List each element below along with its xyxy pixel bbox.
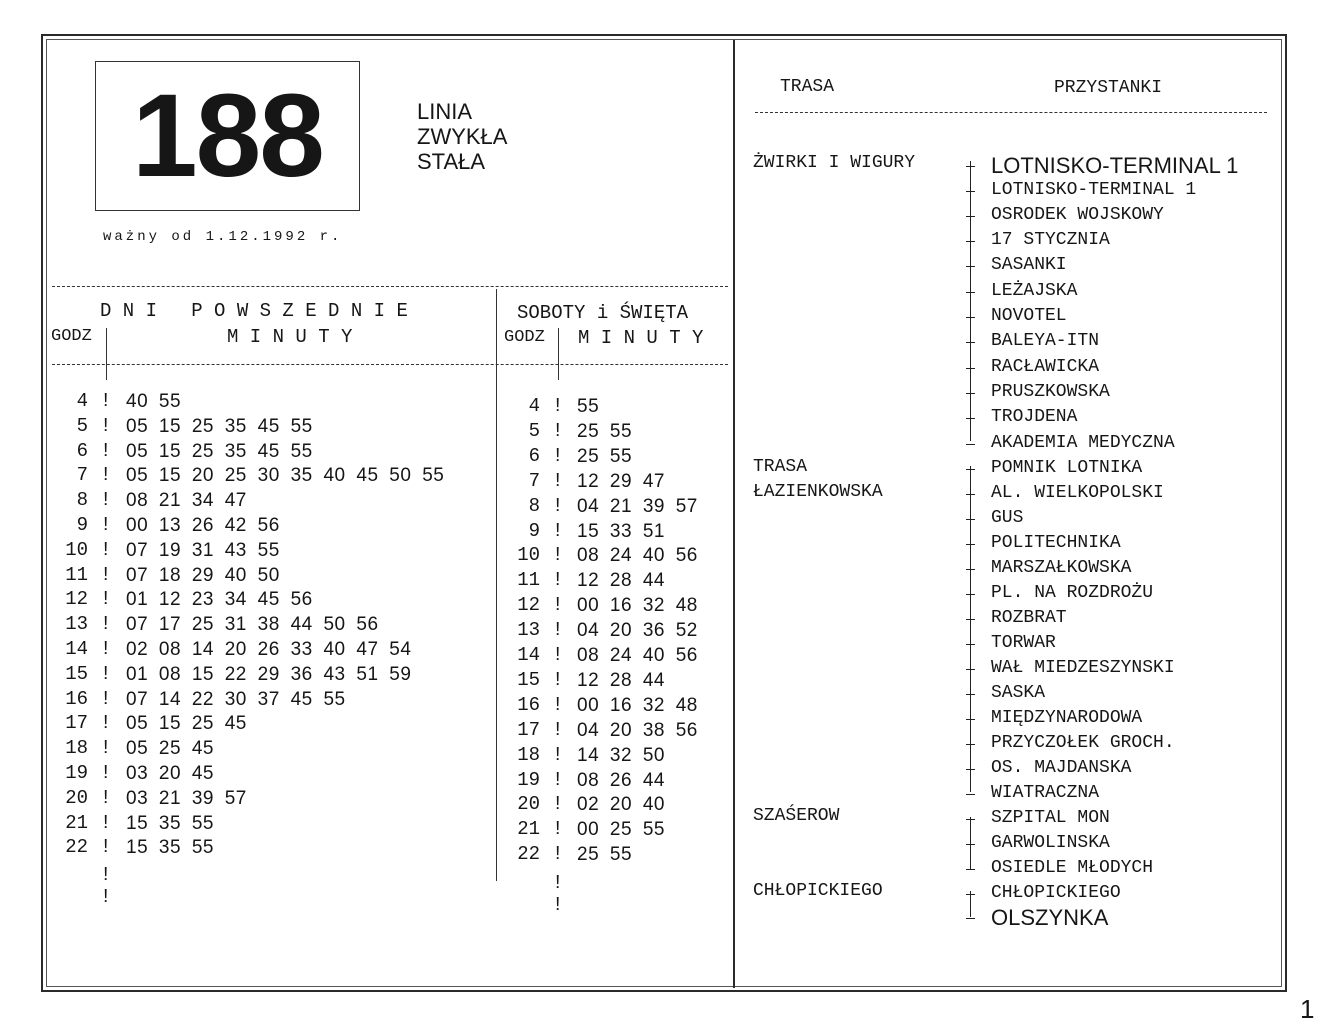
row-separator: ! — [552, 469, 564, 492]
route-group-bar — [970, 161, 971, 441]
hour-value: 21 — [517, 818, 540, 841]
hour-value: 22 — [517, 843, 540, 866]
route-section-2: TRASA ŁAZIENKOWSKA — [753, 457, 883, 502]
row-separator: ! — [552, 718, 564, 741]
stop-name: TORWAR — [991, 633, 1056, 653]
minutes-value: 00 25 55 — [577, 819, 665, 841]
row-separator: ! — [100, 414, 112, 437]
minutes-value: 01 12 23 34 45 56 — [126, 589, 313, 611]
minutes-value: 05 15 25 45 — [126, 713, 247, 735]
row-separator: ! — [100, 464, 112, 487]
table-header-rule — [52, 364, 728, 365]
row-separator-mark: ! — [552, 894, 564, 916]
weekday-title: D N I P O W S Z E D N I E — [100, 300, 408, 322]
line-number: 188 — [132, 70, 323, 202]
minutes-value: 40 55 — [126, 391, 182, 412]
minutes-value: 04 20 38 56 — [577, 719, 698, 741]
row-separator: ! — [100, 613, 112, 636]
corner-mark: 1 — [1300, 994, 1315, 1024]
hour-value: 16 — [517, 693, 540, 716]
hour-value: 12 — [65, 588, 88, 611]
stop-name: LOTNISKO-TERMINAL 1 — [991, 153, 1239, 178]
row-separator: ! — [552, 668, 564, 691]
stop-name: OS. MAJDANSKA — [991, 758, 1132, 778]
minutes-value: 00 16 32 48 — [577, 694, 698, 716]
hour-value: 7 — [528, 469, 540, 492]
hour-value: 7 — [76, 464, 88, 487]
stop-name: GUS — [991, 508, 1024, 528]
weekday-saturday-divider — [496, 289, 497, 881]
hour-value: 9 — [76, 514, 88, 536]
row-separator: ! — [100, 811, 112, 834]
line-type-3: STAŁA — [417, 149, 486, 174]
minutes-value: 01 08 15 22 29 36 43 51 59 — [126, 663, 412, 685]
minutes-value: 07 17 25 31 38 44 50 56 — [126, 614, 379, 636]
hour-value: 14 — [517, 644, 540, 666]
row-separator: ! — [552, 743, 564, 766]
stop-name: OSRODEK WOJSKOWY — [991, 205, 1164, 225]
row-separator: ! — [552, 419, 564, 442]
stop-name: SASANKI — [991, 255, 1067, 275]
stop-name: AKADEMIA MEDYCZNA — [991, 433, 1175, 453]
row-separator: ! — [552, 494, 564, 517]
hour-value: 12 — [517, 594, 540, 617]
row-separator: ! — [100, 712, 112, 735]
stop-name: LOTNISKO-TERMINAL 1 — [991, 180, 1197, 200]
hour-value: 5 — [528, 419, 540, 442]
validity-date: ważny od 1.12.1992 r. — [103, 229, 343, 245]
row-separator: ! — [100, 687, 112, 710]
stop-tick — [966, 794, 975, 795]
minutes-value: 25 55 — [577, 445, 633, 467]
minutes-value: 08 21 34 47 — [126, 490, 247, 512]
route-header-rule — [755, 112, 1267, 113]
stop-name: SASKA — [991, 683, 1046, 703]
hour-value: 13 — [517, 619, 540, 642]
hour-value: 6 — [76, 439, 88, 462]
minutes-value: 07 18 29 40 50 — [126, 564, 280, 586]
stop-name: NOVOTEL — [991, 306, 1067, 326]
route-group-bar — [970, 817, 971, 869]
stop-tick — [966, 918, 975, 919]
line-type-2: ZWYKŁA — [417, 124, 508, 149]
stop-name: RACŁAWICKA — [991, 357, 1100, 377]
line-type-1: LINIA — [417, 99, 473, 124]
row-separator: ! — [552, 544, 564, 567]
row-separator: ! — [552, 395, 564, 417]
minutes-value: 03 21 39 57 — [126, 787, 247, 809]
row-separator: ! — [552, 768, 564, 791]
hour-value: 6 — [528, 444, 540, 467]
hour-value: 20 — [65, 786, 88, 809]
row-separator: ! — [100, 489, 112, 512]
row-separator-mark: ! — [100, 886, 112, 908]
hour-value: 16 — [65, 687, 88, 710]
stop-name: TROJDENA — [991, 407, 1078, 427]
row-separator: ! — [552, 619, 564, 642]
hour-value: 5 — [76, 414, 88, 437]
hour-value: 8 — [76, 489, 88, 512]
stop-name: POLITECHNIKA — [991, 533, 1121, 553]
hour-value: 11 — [65, 563, 88, 586]
hour-value: 10 — [517, 544, 540, 567]
stop-name: PRUSZKOWSKA — [991, 382, 1110, 402]
hour-value: 9 — [528, 519, 540, 542]
minutes-value: 15 35 55 — [126, 812, 214, 834]
row-separator: ! — [552, 818, 564, 841]
hour-value: 10 — [65, 538, 88, 561]
row-separator: ! — [100, 563, 112, 586]
row-separator: ! — [100, 538, 112, 561]
minutes-value: 12 28 44 — [577, 669, 665, 691]
minutes-value: 00 16 32 48 — [577, 595, 698, 617]
row-separator: ! — [552, 594, 564, 617]
saturday-title: SOBOTY i ŚWIĘTA — [517, 302, 689, 324]
minutes-value: 08 26 44 — [577, 769, 665, 791]
row-separator-mark: ! — [552, 872, 564, 894]
route-section-4: CHŁOPICKIEGO — [753, 881, 883, 901]
hour-value: 4 — [76, 390, 88, 412]
stop-name: POMNIK LOTNIKA — [991, 458, 1143, 478]
hour-value: 15 — [517, 668, 540, 691]
minutes-value: 05 15 25 35 45 55 — [126, 440, 313, 462]
row-separator: ! — [100, 662, 112, 685]
minutes-value: 08 24 40 56 — [577, 645, 698, 666]
minutes-value: 05 15 20 25 30 35 40 45 50 55 — [126, 465, 445, 487]
minutes-value: 05 15 25 35 45 55 — [126, 415, 313, 437]
hour-value: 14 — [65, 638, 88, 660]
row-separator: ! — [100, 786, 112, 809]
stop-name: OSIEDLE MŁODYCH — [991, 858, 1154, 878]
stop-name: PRZYCZOŁEK GROCH. — [991, 733, 1175, 753]
stop-tick — [966, 444, 975, 445]
hour-value: 19 — [517, 768, 540, 791]
row-separator: ! — [100, 588, 112, 611]
route-trasa-header: TRASA — [780, 77, 835, 97]
minutes-value: 12 29 47 — [577, 470, 665, 492]
hour-value: 17 — [65, 712, 88, 735]
route-group-bar — [970, 891, 971, 917]
row-separator: ! — [552, 693, 564, 716]
stop-name: MIĘDZYNARODOWA — [991, 708, 1143, 728]
minutes-value: 15 33 51 — [577, 520, 665, 542]
saturday-header-divider — [558, 328, 559, 380]
route-stops-header: PRZYSTANKI — [1054, 78, 1163, 98]
minutes-value: 25 55 — [577, 844, 633, 866]
stop-name: GARWOLINSKA — [991, 833, 1110, 853]
hour-value: 11 — [517, 569, 540, 592]
minutes-value: 15 35 55 — [126, 837, 214, 859]
minutes-value: 04 21 39 57 — [577, 495, 698, 517]
minutes-value: 25 55 — [577, 420, 633, 442]
row-separator: ! — [100, 514, 112, 536]
minutes-value: 08 24 40 56 — [577, 545, 698, 567]
row-separator: ! — [100, 737, 112, 760]
stop-name: BALEYA-ITN — [991, 331, 1100, 351]
weekday-hour-label: GODZ — [51, 327, 92, 346]
stop-name: OLSZYNKA — [991, 905, 1109, 930]
route-section-1: ŻWIRKI I WIGURY — [753, 153, 916, 173]
hour-value: 20 — [517, 793, 540, 816]
stop-name: WAŁ MIEDZESZYNSKI — [991, 658, 1175, 678]
stop-name: CHŁOPICKIEGO — [991, 883, 1121, 903]
stop-tick — [966, 869, 975, 870]
hour-value: 15 — [65, 662, 88, 685]
row-separator: ! — [100, 439, 112, 462]
minutes-value: 04 20 36 52 — [577, 620, 698, 642]
row-separator: ! — [552, 793, 564, 816]
panel-divider — [733, 40, 735, 988]
minutes-value: 05 25 45 — [126, 738, 214, 760]
minutes-value: 12 28 44 — [577, 570, 665, 592]
stop-name: SZPITAL MON — [991, 808, 1110, 828]
saturday-minutes-label: M I N U T Y — [578, 327, 704, 349]
hour-value: 8 — [528, 494, 540, 517]
hour-value: 4 — [528, 395, 540, 417]
row-separator-mark: ! — [100, 864, 112, 886]
row-separator: ! — [552, 644, 564, 666]
row-separator: ! — [552, 843, 564, 866]
row-separator: ! — [552, 519, 564, 542]
minutes-value: 07 19 31 43 55 — [126, 539, 280, 561]
saturday-hour-label: GODZ — [504, 328, 545, 347]
minutes-value: 02 20 40 — [577, 794, 665, 816]
stop-name: WIATRACZNA — [991, 783, 1100, 803]
minutes-value: 14 32 50 — [577, 744, 665, 766]
minutes-value: 00 13 26 42 56 — [126, 515, 280, 536]
stop-name: PL. NA ROZDROŻU — [991, 583, 1154, 603]
route-group-bar — [970, 466, 971, 792]
hour-value: 13 — [65, 613, 88, 636]
stop-name: MARSZAŁKOWSKA — [991, 558, 1132, 578]
row-separator: ! — [100, 836, 112, 859]
hour-value: 19 — [65, 762, 88, 784]
weekday-minutes-label: M I N U T Y — [227, 326, 353, 348]
weekday-header-divider — [106, 328, 107, 380]
row-separator: ! — [100, 638, 112, 660]
stop-name: LEŻAJSKA — [991, 281, 1078, 301]
stop-name: ROZBRAT — [991, 608, 1067, 628]
row-separator: ! — [100, 762, 112, 784]
minutes-value: 03 20 45 — [126, 763, 214, 784]
row-separator: ! — [100, 390, 112, 412]
hour-value: 18 — [65, 737, 88, 760]
table-top-rule — [52, 286, 728, 287]
minutes-value: 02 08 14 20 26 33 40 47 54 — [126, 639, 412, 660]
hour-value: 17 — [517, 718, 540, 741]
line-number-box — [95, 61, 360, 211]
minutes-value: 55 — [577, 396, 600, 417]
route-section-3: SZAŚEROW — [753, 806, 840, 826]
hour-value: 22 — [65, 836, 88, 859]
hour-value: 18 — [517, 743, 540, 766]
stop-name: AL. WIELKOPOLSKI — [991, 483, 1164, 503]
row-separator: ! — [552, 569, 564, 592]
row-separator: ! — [552, 444, 564, 467]
minutes-value: 07 14 22 30 37 45 55 — [126, 688, 346, 710]
hour-value: 21 — [65, 811, 88, 834]
stop-name: 17 STYCZNIA — [991, 230, 1110, 250]
line-type — [417, 99, 507, 174]
